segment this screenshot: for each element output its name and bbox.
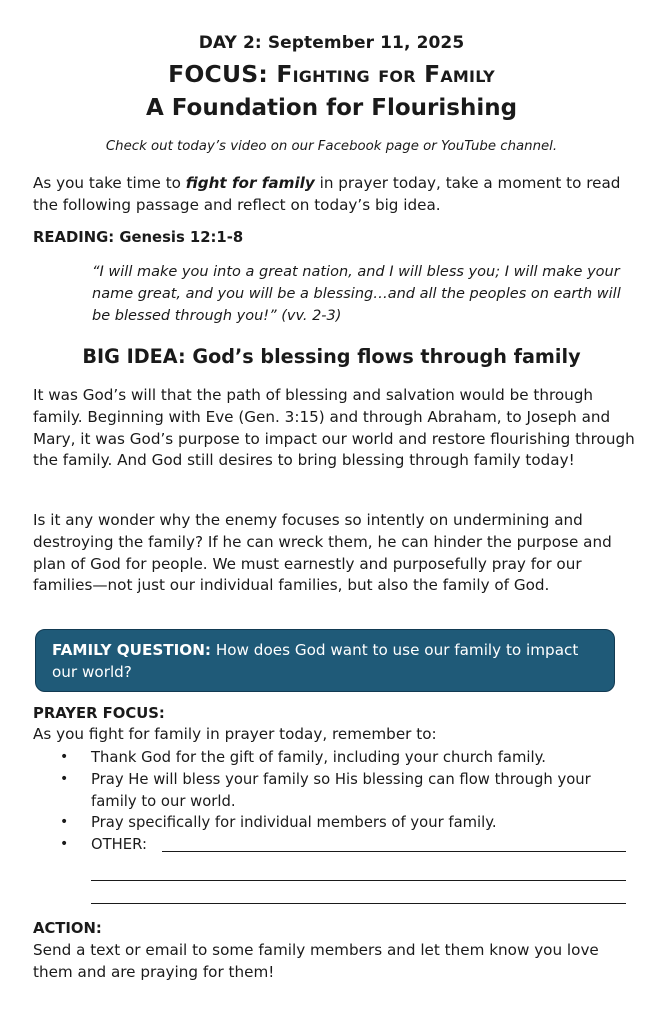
intro-text-after: in prayer today, take a moment to read the following passage and reflect on today’s big idea. [33,174,621,214]
family-question-text: How does God want to use our family to impact our world? [52,641,579,681]
intro-emphasis: fight for family [185,174,315,192]
bullet-icon: • [60,749,69,765]
bullet-icon: • [60,770,69,787]
prayer-focus-list [33,747,638,856]
day-date-heading: DAY 2: September 11, 2025 [198,33,465,53]
prayer-item [33,747,638,769]
big-idea-paragraph-1: It was God’s will that the path of blessing and salvation would be through family. Beginning with Eve (Gen. 3:15) and through Abraham, to Joseph and Mary, it was God’s purpose to impact our world and restore flourishing through the family. And God still desires to bring blessing through family today! [33,386,635,470]
prayer-item [33,812,638,834]
action-text: Send a text or email to some family members and let them know you love them and are praying for them! [33,941,599,981]
prayer-item-text: Pray He will bless your family so His blessing can flow through your family to our world. [91,770,591,810]
focus-title [0,60,663,88]
family-question-box [35,629,615,692]
focus-prefix: FOCUS: [168,60,277,88]
reading-heading: READING: Genesis 12:1-8 [33,229,244,246]
video-promo-note: Check out today’s video on our Facebook page or YouTube channel. [105,139,558,154]
scripture-quote: “I will make you into a great nation, and I will bless you; I will make your name great, and you will be a blessing…and all the peoples on earth will be blessed through you!” (vv. 2-3) [92,264,621,324]
bullet-icon: • [60,814,69,831]
family-question-label: FAMILY QUESTION: [52,641,212,659]
prayer-item-text: Pray specifically for individual members of your family. [91,814,497,832]
big-idea-heading: BIG IDEA: God’s blessing flows through family [82,345,581,368]
big-idea-paragraph-2: Is it any wonder why the enemy focuses so intently on undermining and destroying the family? If he can wreck them, he can hinder the purpose and plan of God for people. We must earnestly and purposefully pray for our families—not just our individual families, but also the family of God. [33,511,612,595]
writing-line[interactable] [91,903,626,904]
prayer-item-other [33,834,638,856]
prayer-focus-intro: As you fight for family in prayer today, remember to: [33,725,437,743]
intro-text-before: As you take time to [33,174,186,192]
other-writing-line[interactable] [162,851,626,852]
bullet-icon: • [60,836,69,853]
prayer-item [33,769,638,813]
focus-topic: Fighting for Family [276,60,495,88]
writing-line[interactable] [91,880,626,881]
intro-paragraph [33,172,638,216]
prayer-focus-heading: PRAYER FOCUS: [33,705,165,722]
page-subtitle: A Foundation for Flourishing [145,95,518,121]
other-label: OTHER: [91,836,147,854]
prayer-item-text: Thank God for the gift of family, including your church family. [91,749,546,766]
action-heading: ACTION: [33,920,102,937]
